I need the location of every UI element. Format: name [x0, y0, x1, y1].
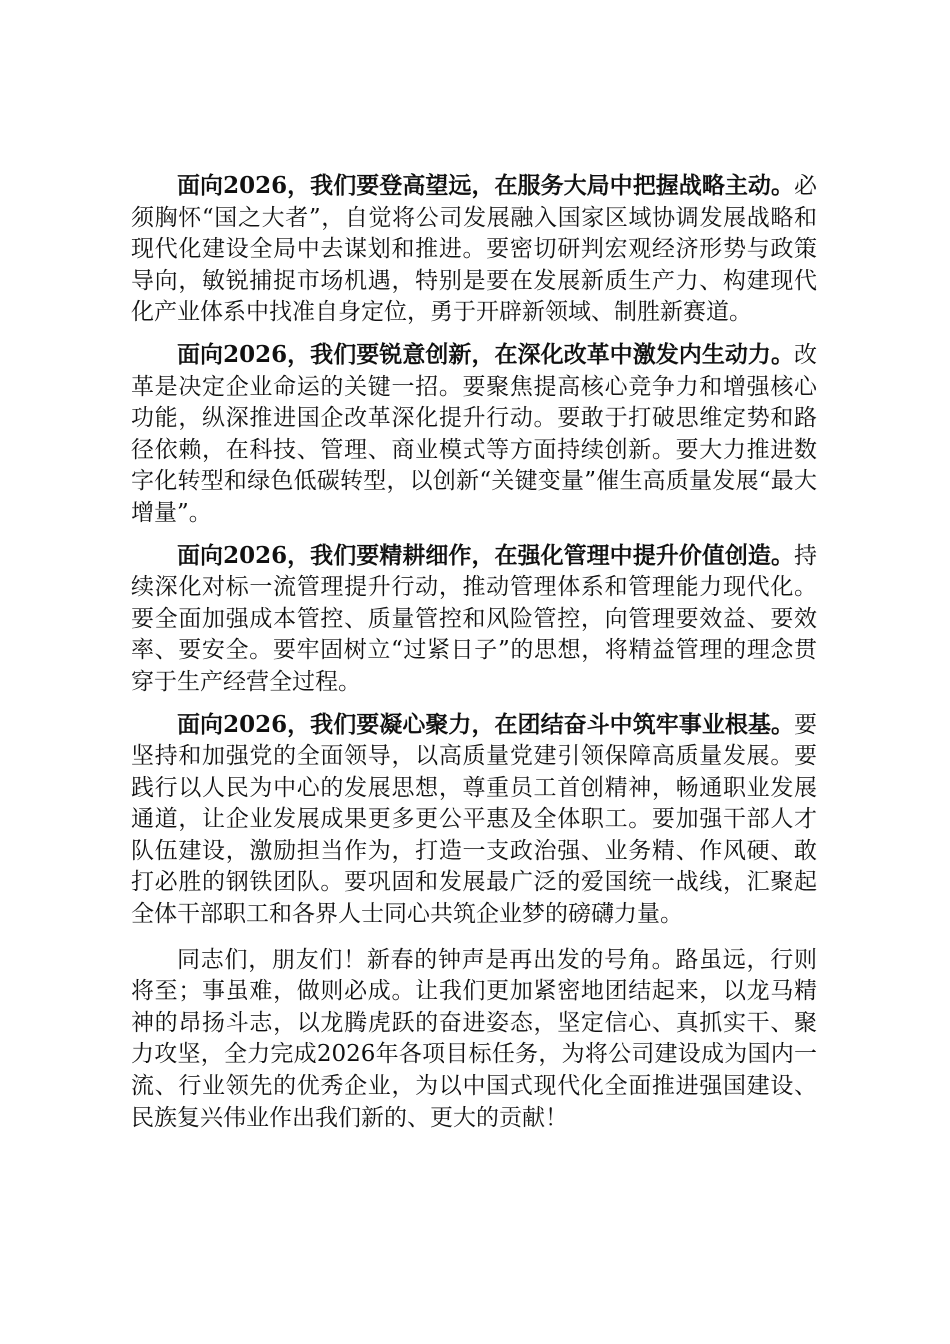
- paragraph-text: 必须胸怀“国之大者”，自觉将公司发展融入国家区域协调发展战略和现代化建设全局中去谋划和推进。要密切研判宏观经济形势与政策导向，敏锐捕捉市场机遇，特别是要在发展新质生产力、构建现代化产业体系中找准自身定位，勇于开辟新领域、制胜新赛道。: [131, 173, 817, 326]
- document-body: [131, 170, 817, 1134]
- paragraph-lead: 面向2026，我们要精耕细作，在强化管理中提升价值创造。: [177, 541, 794, 569]
- paragraph-closing: 同志们，朋友们！新春的钟声是再出发的号角。路虽远，行则将至；事虽难，做则必成。让我们更加紧密地团结起来，以龙马精神的昂扬斗志，以龙腾虎跃的奋进姿态，坚定信心、真抓实干、聚力攻坚，全力完成2026年各项目标任务，为将公司建设成为国内一流、行业领先的优秀企业，为以中国式现代化全面推进强国建设、民族复兴伟业作出我们新的、更大的贡献！: [131, 946, 817, 1131]
- paragraph-lead: 面向2026，我们要锐意创新，在深化改革中激发内生动力。: [177, 340, 794, 368]
- paragraph-lead: 面向2026，我们要凝心聚力，在团结奋斗中筑牢事业根基。: [177, 710, 794, 738]
- paragraph-text: 改革是决定企业命运的关键一招。要聚焦提高核心竞争力和增强核心功能，纵深推进国企改革深化提升行动。要敢于打破思维定势和路径依赖，在科技、管理、商业模式等方面持续创新。要大力推进数字化转型和绿色低碳转型，以创新“关键变量”催生高质量发展“最大增量”。: [131, 341, 817, 526]
- paragraph-text: 要坚持和加强党的全面领导，以高质量党建引领保障高质量发展。要践行以人民为中心的发展思想，尊重员工首创精神，畅通职业发展通道，让企业发展成果更多更公平惠及全体职工。要加强干部人才队伍建设，激励担当作为，打造一支政治强、业务精、作风硬、敢打必胜的钢铁团队。要巩固和发展最广泛的爱国统一战线，汇聚起全体干部职工和各界人士同心共筑企业梦的磅礴力量。: [131, 711, 817, 928]
- paragraph-strategic: [131, 170, 817, 329]
- paragraph-management: [131, 540, 817, 699]
- paragraph-lead: 面向2026，我们要登高望远，在服务大局中把握战略主动。: [177, 172, 794, 199]
- paragraph-innovation: [131, 339, 817, 530]
- paragraph-text: 持续深化对标一流管理提升行动，推动管理体系和管理能力现代化。要全面加强成本管控、质量管控和风险管控，向管理要效益、要效率、要安全。要牢固树立“过紧日子”的思想，将精益管理的理念贯穿于生产经营全过程。: [131, 542, 817, 695]
- paragraph-unity: [131, 709, 817, 931]
